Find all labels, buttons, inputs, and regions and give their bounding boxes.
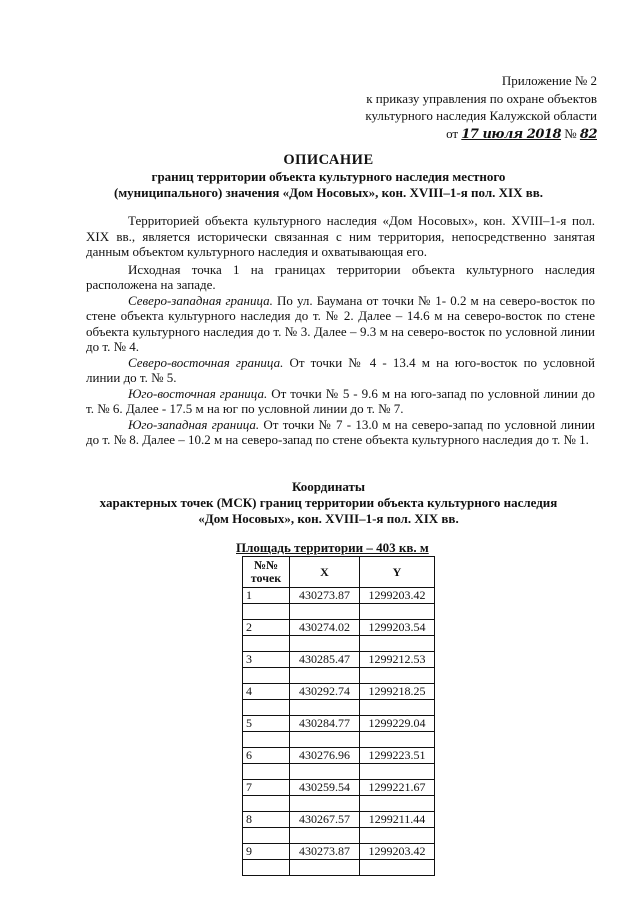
cell-empty [290, 796, 360, 812]
cell-empty [360, 764, 435, 780]
table-row [243, 620, 435, 636]
paragraph-southwest [86, 417, 595, 448]
table-row [243, 652, 435, 668]
cell-x: 430273.87 [290, 588, 360, 604]
paragraph-southeast [86, 386, 595, 417]
cell-empty [290, 764, 360, 780]
southwest-text: От точки № 7 - 13.0 м на северо-запад по условной линии до т. № 8. Далее – 10.2 м на северо-запад по стене объекта культурного наследия до т. № 1. [86, 416, 596, 447]
table-spacer-row [243, 860, 435, 876]
cell-empty [243, 732, 290, 748]
cell-point-number: 2 [243, 620, 290, 636]
cell-point-number: 8 [243, 812, 290, 828]
table-row [243, 748, 435, 764]
table-row [243, 812, 435, 828]
cell-empty [243, 604, 290, 620]
cell-empty [243, 636, 290, 652]
cell-x: 430284.77 [290, 716, 360, 732]
cell-y: 1299203.42 [360, 588, 435, 604]
cell-y: 1299229.04 [360, 716, 435, 732]
table-spacer-row [243, 700, 435, 716]
paragraph-territory: Территорией объекта культурного наследия «Дом Носовых», кон. XVIII–1-я пол. XIX вв., является исторически связанная с ним территория, непосредственно занятая данным объектом культурного наследия и охватывающая его. [86, 213, 595, 259]
table-spacer-row [243, 828, 435, 844]
description-body [86, 213, 595, 448]
table-row [243, 588, 435, 604]
table-spacer-row [243, 764, 435, 780]
coordinates-line-2: «Дом Носовых», кон. XVIII–1-я пол. XIX вв. [198, 511, 459, 526]
cell-point-number: 3 [243, 652, 290, 668]
cell-y: 1299203.54 [360, 620, 435, 636]
cell-x: 430273.87 [290, 844, 360, 860]
northwest-text: По ул. Баумана от точки № 1- 0.2 м на северо-восток по стене объекта культурного наследия до т. № 2. Далее – 14.6 м на северо-восток по стене объекта культурного наследия до т. № 3. Далее – 9.3 м на северо-восток по условной линии до т. № 4. [86, 292, 595, 354]
annex-number: Приложение № 2 [501, 73, 597, 88]
cell-empty [290, 828, 360, 844]
cell-empty [360, 668, 435, 684]
cell-empty [360, 860, 435, 876]
title-line-1: границ территории объекта культурного наследия местного [151, 168, 506, 184]
cell-point-number: 7 [243, 780, 290, 796]
title-heading: ОПИСАНИЕ [283, 152, 374, 168]
cell-y: 1299203.42 [360, 844, 435, 860]
cell-empty [360, 796, 435, 812]
cell-empty [360, 636, 435, 652]
annex-header [297, 72, 597, 143]
cell-x: 430267.57 [290, 812, 360, 828]
paragraph-start-point: Исходная точка 1 на границах территории объекта культурного наследия расположена на западе. [86, 261, 595, 292]
cell-x: 430285.47 [290, 652, 360, 668]
cell-point-number: 6 [243, 748, 290, 764]
document-title [60, 152, 597, 202]
cell-empty [243, 764, 290, 780]
paragraph-northeast [86, 355, 595, 386]
cell-empty [243, 796, 290, 812]
cell-empty [290, 700, 360, 716]
title-line-2: (муниципального) значения «Дом Носовых», кон. XVIII–1-я пол. XIX вв. [113, 185, 544, 200]
order-reference: к приказу управления по охране объектов [366, 90, 597, 106]
cell-empty [290, 668, 360, 684]
cell-empty [243, 668, 290, 684]
southeast-label: Юго-восточная граница. [128, 385, 268, 401]
column-header-y: Y [360, 557, 435, 588]
table-header-row [243, 557, 435, 588]
cell-empty [290, 860, 360, 876]
cell-x: 430259.54 [290, 780, 360, 796]
table-row [243, 780, 435, 796]
table-spacer-row [243, 668, 435, 684]
cell-empty [243, 828, 290, 844]
handwritten-number: 82 [579, 126, 597, 142]
cell-y: 1299211.44 [360, 812, 435, 828]
cell-empty [243, 860, 290, 876]
cell-empty [360, 828, 435, 844]
cell-empty [360, 604, 435, 620]
northeast-text: От точки № 4 - 13.4 м на юго-восток по условной линии до т. № 5. [86, 354, 595, 385]
cell-y: 1299218.25 [360, 684, 435, 700]
northeast-label: Северо-восточная граница. [128, 354, 284, 370]
cell-point-number: 5 [243, 716, 290, 732]
from-label: от [446, 125, 459, 141]
table-row [243, 716, 435, 732]
table-spacer-row [243, 604, 435, 620]
cell-empty [290, 636, 360, 652]
cell-point-number: 1 [243, 588, 290, 604]
southwest-label: Юго-западная граница. [128, 416, 260, 432]
cell-point-number: 4 [243, 684, 290, 700]
cell-y: 1299212.53 [360, 652, 435, 668]
southeast-text: От точки № 5 - 9.6 м на юго-запад по условной линии до т. № 6. Далее - 17.5 м на юг по условной линии до т. № 7. [86, 385, 595, 416]
cell-point-number: 9 [243, 844, 290, 860]
table-spacer-row [243, 732, 435, 748]
table-row [243, 844, 435, 860]
cell-y: 1299221.67 [360, 780, 435, 796]
cell-x: 430274.02 [290, 620, 360, 636]
northwest-label: Северо-западная граница. [128, 292, 273, 308]
handwritten-date: 17 июля 2018 [461, 126, 561, 142]
order-date-line [297, 125, 597, 144]
cell-empty [290, 732, 360, 748]
cell-empty [360, 700, 435, 716]
cell-empty [243, 700, 290, 716]
column-header-point: №№ точек [243, 557, 290, 588]
number-label: № [564, 125, 577, 141]
cell-y: 1299223.51 [360, 748, 435, 764]
column-header-x: X [290, 557, 360, 588]
table-spacer-row [243, 636, 435, 652]
cell-x: 430276.96 [290, 748, 360, 764]
coordinates-title: Координаты [291, 479, 366, 494]
table-spacer-row [243, 796, 435, 812]
cell-empty [290, 604, 360, 620]
paragraph-northwest [86, 293, 595, 355]
table-row [243, 684, 435, 700]
coordinates-table [242, 556, 435, 876]
authority-name: культурного наследия Калужской области [365, 108, 597, 123]
territory-area: Площадь территории – 403 кв. м [236, 540, 429, 555]
cell-empty [360, 732, 435, 748]
cell-x: 430292.74 [290, 684, 360, 700]
coordinates-heading [60, 479, 597, 527]
coordinates-line-1: характерных точек (МСК) границ территории объекта культурного наследия [99, 495, 558, 510]
